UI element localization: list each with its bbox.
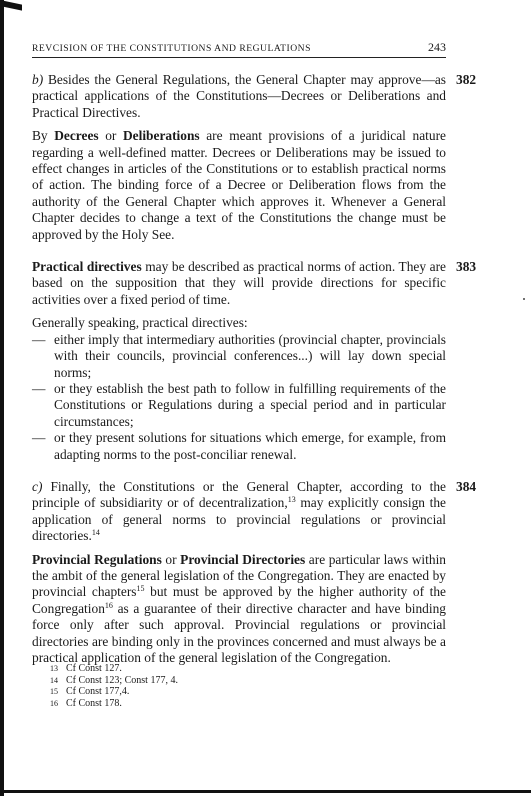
dash-marker: — (32, 331, 46, 347)
list-item (32, 381, 446, 430)
footnote-ref: 15 (136, 584, 145, 594)
paragraph-text: may explicitly consign the application of general norms to provincial regulations or provincial directories. (32, 495, 446, 544)
body-text (32, 72, 477, 666)
footnote-mark: 13 (50, 664, 58, 673)
margin-number-382: 382 (456, 72, 477, 87)
enumeration-label: b) (32, 72, 44, 87)
list-item-text: either imply that intermediary authorities (provincial chapter, provincials with their councils, provincial conferences...) will lay down special norms; (54, 331, 446, 380)
footnote-ref: 16 (104, 600, 113, 610)
paragraph-text: but must be approved by the higher authority of the Congregation (32, 584, 446, 616)
list-item-text: or they establish the best path to follow in fulfilling requirements of the Constitutions or Regulations during a special period and in particular circumstances; (54, 380, 446, 429)
section-384 (32, 478, 477, 666)
paragraph-text: or (98, 128, 123, 144)
section-382 (32, 72, 477, 243)
paragraph-text: may be described as practical norms of action. They are based on the supposition that they will provide directions for specific activities over a fixed period of time. (32, 259, 446, 307)
paragraph (32, 128, 446, 243)
paragraph-text: Finally, the Constitutions or the General Chapter, according to the principle of subsidiarity or of decentralization, (32, 478, 446, 511)
footnotes (50, 663, 410, 709)
paragraph-text: By (32, 128, 55, 144)
page-header (32, 40, 446, 56)
enumeration-label: c) (32, 478, 43, 494)
paragraph: Generally speaking, practical directives: (32, 315, 248, 331)
directive-list (32, 332, 446, 463)
margin-number-383: 383 (456, 259, 477, 275)
bold-term: Decrees (54, 128, 99, 144)
scan-speck (523, 298, 525, 300)
dash-marker: — (32, 430, 46, 446)
section-383 (32, 259, 477, 463)
paragraph (32, 552, 446, 667)
bold-term: Provincial Directories (180, 551, 306, 567)
footnote-text: Cf Const 127. (66, 663, 122, 674)
margin-number-384: 384 (456, 478, 477, 494)
footnote-text: Cf Const 177,4. (66, 686, 130, 698)
paragraph-text: Besides the General Regulations, the General Chapter may approve—as practical applications of the Constitutions—Decrees or Deliberations and Practical Directives. (32, 72, 446, 120)
footnote (50, 698, 410, 710)
page-number: 243 (428, 40, 446, 54)
paragraph-text: or (161, 551, 181, 567)
footnote-text: Cf Const 123; Const 177, 4. (66, 674, 178, 686)
footnote-mark: 16 (50, 698, 58, 708)
bold-term: Practical directives (32, 259, 142, 275)
footnote-mark: 14 (50, 675, 58, 685)
bold-term: Deliberations (123, 128, 200, 144)
paragraph-text: are particular laws within the ambit of the general legislation of the Congregation. They are enacted by provincial chapters (32, 551, 446, 600)
running-head: REVCISION OF THE CONSTITUTIONS AND REGULATIONS (32, 43, 311, 54)
dash-marker: — (32, 380, 46, 396)
paragraph-text: are meant provisions of a juridical nature regarding a well-defined matter. Decrees or Deliberations may be issued to effect changes in articles of the Constitutions or to establish practical norms of action. The binding force of a Decree or Deliberation flows from the authority of the General Chapter which approves it. Whenever a General Chapter decides to change a text of the Constitutions the change must be approved by the Holy See. (32, 128, 446, 242)
footnote-ref: 13 (287, 495, 296, 505)
bold-term: Provincial Regulations (32, 551, 162, 567)
footnote (50, 663, 410, 675)
list-item (32, 430, 446, 463)
footnote-text: Cf Const 178. (66, 697, 122, 709)
page-bottom-edge (0, 790, 531, 793)
page-binding-edge (0, 0, 4, 796)
paragraph (32, 72, 446, 121)
paragraph (32, 259, 446, 308)
footnote (50, 686, 410, 698)
header-rule (32, 57, 446, 58)
paragraph (32, 479, 446, 545)
footnote-mark: 15 (50, 687, 58, 697)
paragraph-text: as a guarantee of their directive character and have binding force only after such approval. Provincial regulations or provincial directories are binding only in the provinces concerned and must always be a practical application of the general legislation of the Congregation. (32, 600, 446, 665)
list-item-text: or they present solutions for situations which emerge, for example, from adapting norms to the post-conciliar renewal. (54, 430, 446, 462)
list-item (32, 332, 446, 381)
footnote-ref: 14 (91, 528, 100, 538)
footnote (50, 675, 410, 687)
